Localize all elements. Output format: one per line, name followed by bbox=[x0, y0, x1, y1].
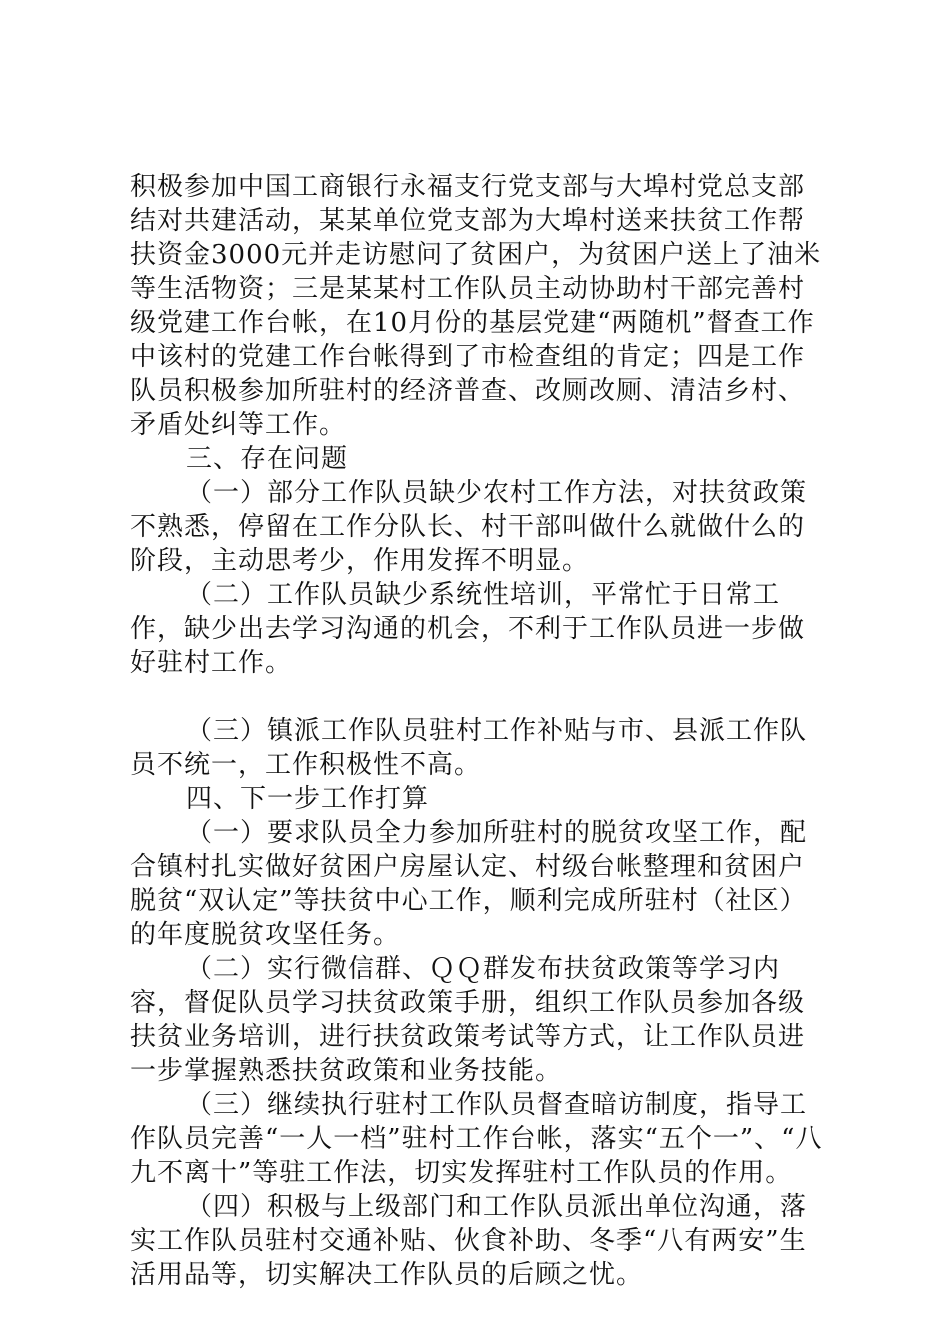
section-heading-next-steps: 四、下一步工作打算 bbox=[186, 784, 430, 814]
paragraph-plan-1: （一）要求队员全力参加所驻村的脱贫攻坚工作，配合镇村扎实做好贫困户房屋认定、村级台帐整理和贫困户脱贫“双认定”等扶贫中心工作，顺利完成所驻村（社区）的年度脱贫攻坚任务。 bbox=[130, 818, 808, 950]
paragraph-gap bbox=[130, 680, 830, 714]
paragraph-plan-4: （四）积极与上级部门和工作队员派出单位沟通，落实工作队员驻村交通补贴、伙食补助、冬季“八有两安”生活用品等，切实解决工作队员的后顾之忧。 bbox=[130, 1192, 808, 1290]
paragraph-plan-2: （二）实行微信群、ＱＱ群发布扶贫政策等学习内容，督促队员学习扶贫政策手册，组织工作队员参加各级扶贫业务培训，进行扶贫政策考试等方式，让工作队员进一步掌握熟悉扶贫政策和业务技能。 bbox=[130, 954, 806, 1086]
paragraph-continuation: 积极参加中国工商银行永福支行党支部与大埠村党总支部结对共建活动，某某单位党支部为大埠村送来扶贫工作帮扶资金3000元并走访慰问了贫困户，为贫困户送上了油米等生活物资；三是某某村工作队员主动协助村干部完善村级党建工作台帐，在10月份的基层党建“两随机”督查工作中该村的党建工作台帐得到了市检查组的肯定；四是工作队员积极参加所驻村的经济普查、改厕改厕、清洁乡村、矛盾处纠等工作。 bbox=[130, 172, 822, 440]
paragraph-problem-1: （一）部分工作队员缺少农村工作方法，对扶贫政策不熟悉，停留在工作分队长、村干部叫做什么就做什么的阶段，主动思考少，作用发挥不明显。 bbox=[130, 478, 808, 576]
section-heading-problems: 三、存在问题 bbox=[186, 444, 349, 474]
paragraph-problem-2: （二）工作队员缺少系统性培训，平常忙于日常工作，缺少出去学习沟通的机会，不利于工作队员进一步做好驻村工作。 bbox=[130, 580, 806, 678]
paragraph-plan-3: （三）继续执行驻村工作队员督查暗访制度，指导工作队员完善“一人一档”驻村工作台帐，落实“五个一”、“八九不离十”等驻工作法，切实发挥驻村工作队员的作用。 bbox=[130, 1090, 823, 1188]
paragraph-problem-3: （三）镇派工作队员驻村工作补贴与市、县派工作队员不统一，工作积极性不高。 bbox=[130, 716, 808, 780]
document-body bbox=[130, 170, 830, 1292]
